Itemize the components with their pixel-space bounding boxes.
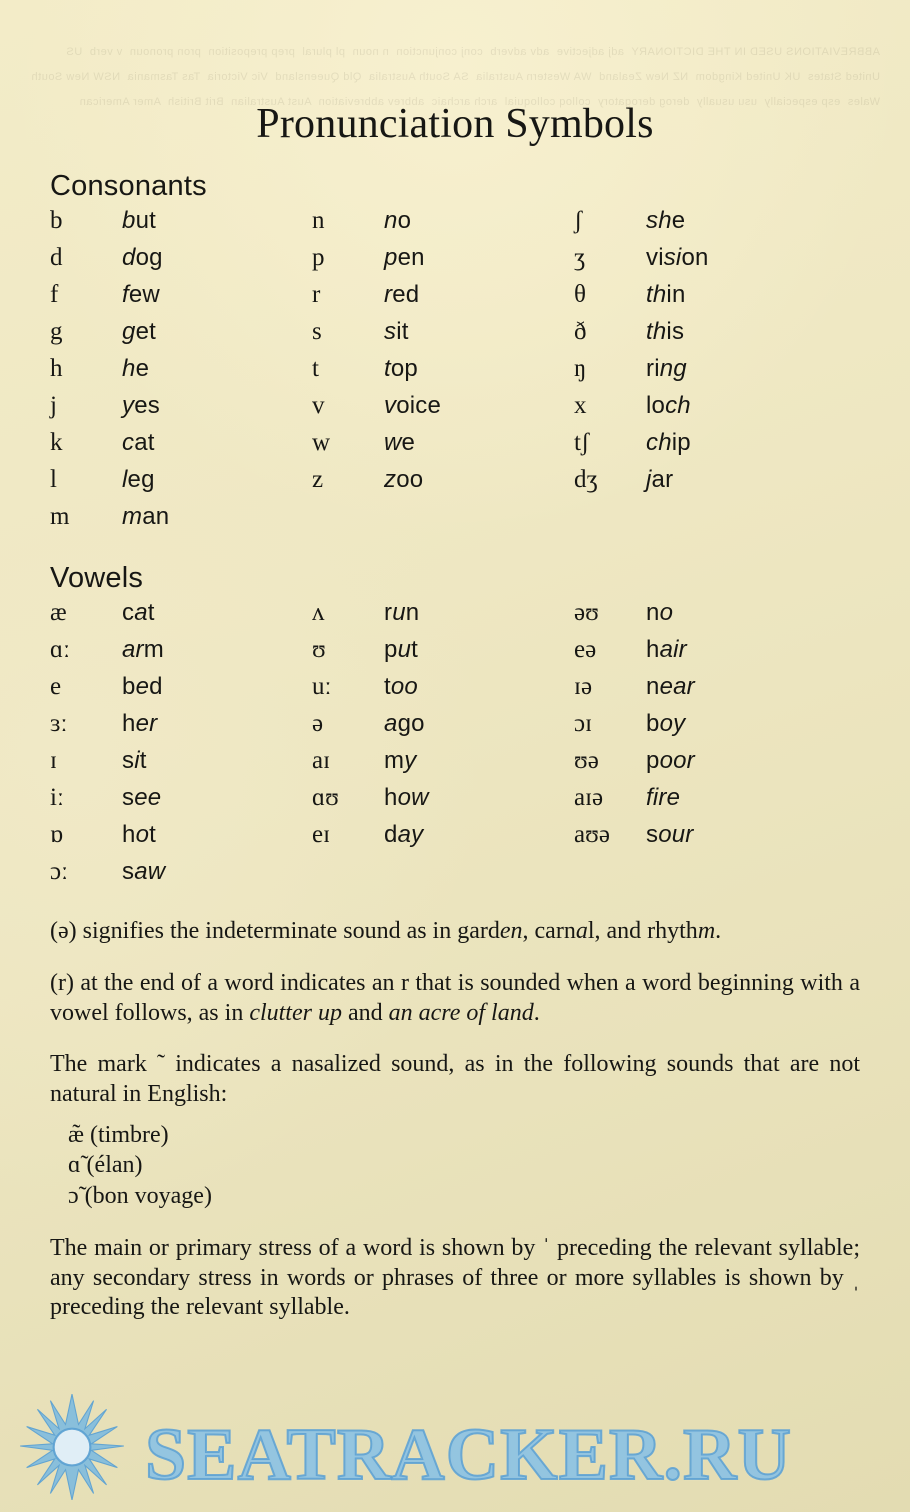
vowel-entry	[50, 858, 312, 895]
ipa-symbol: aɪə	[574, 784, 604, 811]
example-word	[646, 392, 691, 420]
word-highlight: our	[658, 821, 694, 848]
ipa-symbol: t	[312, 355, 319, 382]
example-word	[646, 821, 694, 849]
list-item: ɑ̃ (élan)	[68, 1152, 143, 1179]
example-word	[384, 318, 409, 346]
word-highlight: oo	[390, 673, 418, 700]
word-post: e	[401, 429, 416, 456]
note-r-italic1: clutter up	[249, 999, 342, 1026]
word-highlight: z	[384, 466, 397, 493]
word-post: is	[666, 318, 685, 345]
example-word	[646, 599, 673, 627]
word-pre: p	[384, 636, 398, 663]
example-word	[122, 429, 155, 457]
vowel-entry	[574, 599, 860, 636]
example-word	[646, 636, 687, 664]
word-post: t	[411, 636, 418, 663]
word-pre: n	[646, 599, 660, 626]
word-post: og	[135, 244, 163, 271]
ipa-symbol: ɒ	[50, 821, 64, 848]
word-post: in	[666, 281, 686, 308]
vowel-entry	[574, 710, 860, 747]
word-highlight: h	[122, 355, 136, 382]
word-pre: h	[646, 636, 660, 663]
consonant-entry	[574, 244, 860, 281]
ipa-symbol: ʒ	[574, 244, 586, 271]
page-title: Pronunciation Symbols	[256, 101, 654, 147]
ipa-symbol: w	[312, 429, 331, 456]
word-highlight: a	[384, 710, 398, 737]
example-word	[646, 784, 680, 812]
note-r-part3: .	[533, 999, 540, 1026]
vowel-entry	[312, 599, 574, 636]
ipa-symbol: l	[50, 466, 57, 493]
example-word	[646, 710, 685, 738]
word-highlight: ee	[134, 784, 162, 811]
word-highlight: b	[122, 207, 136, 234]
consonant-entry	[574, 429, 860, 466]
ipa-symbol: m	[50, 503, 70, 530]
word-highlight: t	[384, 355, 391, 382]
note-schwa	[50, 917, 860, 947]
word-highlight: ay	[397, 821, 424, 848]
section-heading-vowels: Vowels	[50, 562, 144, 594]
word-pre: s	[122, 784, 135, 811]
ipa-symbol: v	[312, 392, 325, 419]
note-nasal-intro: The mark ˜ indicates a nasalized sound, as in the following sounds that are not natural in English:	[50, 1051, 860, 1107]
vowel-entry	[50, 599, 312, 636]
starburst-icon	[18, 1392, 126, 1500]
consonant-entry	[312, 318, 574, 355]
word-post: t	[147, 599, 155, 626]
note-schwa-italic1: en	[499, 918, 523, 944]
word-highlight: y	[122, 392, 135, 419]
word-highlight: l	[122, 466, 128, 493]
consonant-entry	[50, 207, 312, 244]
word-highlight: aw	[134, 858, 166, 885]
empty-cell	[312, 858, 574, 895]
word-highlight: air	[659, 636, 687, 663]
word-pre: d	[384, 821, 398, 848]
note-linking-r	[50, 969, 860, 1029]
ipa-symbol: k	[50, 429, 63, 456]
word-pre: b	[646, 710, 660, 737]
vowel-entry	[312, 784, 574, 821]
word-highlight: ow	[397, 784, 429, 811]
ipa-symbol: ɪə	[574, 673, 593, 700]
consonant-entry	[574, 281, 860, 318]
example-word	[384, 599, 419, 627]
word-highlight: v	[384, 392, 397, 419]
example-word	[646, 673, 695, 701]
example-word	[384, 392, 441, 420]
vowel-entry	[312, 673, 574, 710]
word-pre: n	[646, 673, 660, 700]
word-post: es	[134, 392, 160, 419]
example-word	[122, 821, 156, 849]
ipa-symbol: z	[312, 466, 324, 493]
word-post: ew	[128, 281, 160, 308]
example-word	[122, 636, 164, 664]
word-post: t	[139, 747, 147, 774]
word-highlight: s	[384, 318, 397, 345]
example-word	[646, 466, 673, 494]
ipa-symbol: ð	[574, 318, 587, 345]
word-pre: b	[122, 673, 136, 700]
word-post: ed	[392, 281, 420, 308]
ipa-symbol: ʌ	[312, 599, 325, 626]
ipa-symbol: g	[50, 318, 63, 345]
word-post: et	[135, 318, 156, 345]
note-r-part1: (r) at the end of a word indicates an r that is sounded when a word beginning with a vowel follows, as in	[50, 969, 860, 1026]
word-highlight: oor	[659, 747, 695, 774]
word-highlight: ch	[665, 392, 691, 419]
consonant-entry	[574, 207, 860, 244]
ipa-symbol: iː	[50, 784, 64, 811]
consonant-entry	[50, 244, 312, 281]
example-word	[384, 673, 418, 701]
example-word	[384, 466, 423, 494]
ipa-symbol: əʊ	[574, 599, 599, 626]
word-post: t	[149, 821, 156, 848]
list-item: ɔ̃ (bon voyage)	[68, 1183, 212, 1210]
consonant-entry	[50, 281, 312, 318]
word-post: e	[671, 207, 686, 234]
vowel-entry	[50, 710, 312, 747]
consonant-entry	[312, 244, 574, 281]
word-pre: s	[122, 747, 135, 774]
word-highlight: i	[134, 747, 140, 774]
example-word	[384, 355, 418, 383]
vowel-entry	[50, 673, 312, 710]
ipa-symbol: ɪ	[50, 747, 57, 774]
example-word	[384, 821, 423, 849]
word-post: ar	[651, 466, 674, 493]
ipa-symbol: p	[312, 244, 325, 271]
word-highlight: j	[646, 466, 652, 493]
word-post: at	[134, 429, 155, 456]
consonant-entry	[312, 281, 574, 318]
ipa-symbol: ɔː	[50, 858, 69, 885]
vowel-entry	[50, 821, 312, 858]
ipa-symbol: ʊə	[574, 747, 599, 774]
word-highlight: w	[384, 429, 402, 456]
word-highlight: d	[122, 244, 136, 271]
example-word	[384, 636, 418, 664]
word-post: e	[135, 355, 150, 382]
word-highlight: sh	[646, 207, 672, 234]
ipa-symbol: n	[312, 207, 325, 234]
example-word	[384, 244, 425, 272]
watermark	[0, 1362, 910, 1512]
ipa-symbol: aʊə	[574, 821, 610, 848]
example-word	[646, 281, 686, 309]
word-pre: h	[122, 710, 136, 737]
word-highlight: ar	[122, 636, 144, 663]
ipa-symbol: x	[574, 392, 587, 419]
example-word	[384, 281, 419, 309]
word-highlight: ear	[659, 673, 695, 700]
word-pre: p	[646, 747, 660, 774]
example-word	[122, 784, 161, 812]
ipa-symbol: uː	[312, 673, 332, 700]
ipa-symbol: h	[50, 355, 63, 382]
word-pre: s	[122, 858, 135, 885]
example-word	[122, 207, 156, 235]
word-highlight: th	[646, 318, 667, 345]
example-word	[122, 244, 163, 272]
example-word	[122, 281, 160, 309]
example-word	[646, 429, 691, 457]
consonant-entry	[50, 355, 312, 392]
example-word	[122, 673, 163, 701]
ipa-symbol: θ	[574, 281, 586, 308]
consonant-entry	[312, 207, 574, 244]
consonant-entry	[50, 392, 312, 429]
consonant-entry	[50, 318, 312, 355]
example-word	[384, 207, 411, 235]
example-word	[122, 466, 155, 494]
word-highlight: ng	[659, 355, 687, 382]
word-pre: t	[384, 673, 391, 700]
ipa-symbol: ɜː	[50, 710, 68, 737]
ipa-symbol: ɔɪ	[574, 710, 593, 737]
word-post: go	[397, 710, 425, 737]
word-highlight: ch	[646, 429, 672, 456]
section-heading-consonants: Consonants	[50, 170, 207, 202]
list-item: æ̃ (timbre)	[68, 1121, 169, 1148]
word-pre: lo	[646, 392, 666, 419]
page-bleedthrough: ABBREVIATIONS USED IN THE DICTIONARY adj adjective adv adverb conj conjunction n noun pl plural prep preposition pron pronoun v verb US United States UK United Kingdom NZ New Zealand WA Western Australia SA South Australia Qld Queensland Vic Victoria Tas Tasmania NSW New South Wales esp especially usu usually derog derogatory colloq colloquial arch archaic abbrev abbreviation Aust Australian Brit British Amer American	[27, 46, 880, 108]
ipa-symbol: ʃ	[574, 207, 583, 234]
ipa-symbol: ɑː	[50, 636, 71, 663]
example-word	[122, 503, 169, 531]
note-schwa-italic3: m	[697, 918, 716, 944]
consonant-entry	[50, 466, 312, 503]
word-highlight: f	[122, 281, 129, 308]
word-post: ut	[135, 207, 156, 234]
vowel-entry	[574, 821, 860, 858]
vowel-entry	[312, 747, 574, 784]
vowel-entry	[50, 784, 312, 821]
word-highlight: n	[384, 207, 398, 234]
word-post: o	[397, 207, 412, 234]
word-highlight: r	[384, 281, 393, 308]
example-word	[384, 710, 425, 738]
consonant-entry	[574, 466, 860, 503]
vowel-entry	[312, 636, 574, 673]
empty-cell	[574, 858, 860, 895]
note-r-italic2: an acre of land	[388, 999, 534, 1026]
example-word	[122, 599, 155, 627]
ipa-symbol: ʊ	[312, 636, 326, 663]
ipa-symbol: f	[50, 281, 59, 308]
example-word	[384, 429, 415, 457]
empty-cell	[312, 503, 574, 540]
vowels-table	[50, 599, 860, 895]
vowel-entry	[312, 821, 574, 858]
note-stress: The main or primary stress of a word is shown by ˈ preceding the relevant syllable; any secondary stress in words or phrases of three or more syllables is shown by ˌ preceding the relevant syllable.	[50, 1234, 860, 1321]
ipa-symbol: eə	[574, 636, 597, 663]
ipa-symbol: d	[50, 244, 63, 271]
vowel-entry	[574, 636, 860, 673]
note-schwa-italic2: a	[575, 918, 588, 944]
example-word	[646, 747, 695, 775]
consonant-entry	[312, 392, 574, 429]
word-post: an	[142, 503, 170, 530]
word-post: eg	[127, 466, 155, 493]
consonant-entry	[574, 318, 860, 355]
consonant-entry	[312, 429, 574, 466]
example-word	[384, 747, 416, 775]
word-highlight: g	[122, 318, 136, 345]
word-post: on	[681, 244, 709, 271]
consonant-entry	[574, 355, 860, 392]
word-highlight: u	[392, 599, 406, 626]
example-word	[122, 710, 157, 738]
example-word	[122, 392, 160, 420]
note-r-part2: and	[341, 999, 389, 1026]
word-highlight: o	[659, 599, 674, 626]
word-post: n	[405, 599, 420, 626]
word-pre: ri	[646, 355, 660, 382]
word-post: op	[390, 355, 418, 382]
note-schwa-part3: l, and rhyth	[587, 918, 698, 944]
word-post: oice	[396, 392, 442, 419]
vowel-entry	[312, 710, 574, 747]
example-word	[384, 784, 429, 812]
word-pre: r	[384, 599, 393, 626]
empty-cell	[574, 503, 860, 540]
example-word	[646, 244, 709, 272]
word-pre: c	[122, 599, 135, 626]
vowel-entry	[574, 673, 860, 710]
word-highlight: er	[135, 710, 158, 737]
consonant-entry	[312, 355, 574, 392]
ipa-symbol: s	[312, 318, 322, 345]
vowel-entry	[50, 747, 312, 784]
word-highlight: a	[134, 599, 148, 626]
word-post: oo	[396, 466, 424, 493]
ipa-symbol: aɪ	[312, 747, 331, 774]
example-word	[122, 318, 156, 346]
ipa-symbol: j	[50, 392, 57, 419]
ipa-symbol: æ	[50, 599, 67, 626]
word-pre: s	[646, 821, 659, 848]
vowel-entry	[574, 747, 860, 784]
word-pre: h	[122, 821, 136, 848]
word-highlight: o	[135, 821, 150, 848]
note-schwa-part1: (ə) signifies the indeterminate sound as in gard	[50, 918, 500, 944]
word-pre: h	[384, 784, 398, 811]
note-schwa-part2: , carn	[522, 918, 576, 944]
nasal-examples-list	[50, 1120, 860, 1212]
vowel-entry	[574, 784, 860, 821]
word-highlight: oy	[659, 710, 686, 737]
word-highlight: e	[135, 673, 150, 700]
ipa-symbol: b	[50, 207, 63, 234]
ipa-symbol: tʃ	[574, 429, 590, 456]
word-highlight: y	[404, 747, 417, 774]
ipa-symbol: ŋ	[574, 355, 587, 382]
note-schwa-part4: .	[715, 918, 722, 944]
ipa-symbol: eɪ	[312, 821, 331, 848]
ipa-symbol: ɑʊ	[312, 784, 339, 811]
word-post: ip	[671, 429, 691, 456]
word-highlight: u	[397, 636, 412, 663]
example-word	[122, 747, 147, 775]
word-post: d	[149, 673, 163, 700]
word-highlight: m	[122, 503, 143, 530]
ipa-symbol: dʒ	[574, 466, 598, 493]
consonant-entry	[50, 503, 312, 540]
word-post: m	[143, 636, 164, 663]
word-post: it	[396, 318, 409, 345]
watermark-text: SEATRACKER.RU	[145, 1414, 792, 1496]
example-word	[122, 355, 149, 383]
example-word	[646, 318, 684, 346]
word-highlight: th	[646, 281, 667, 308]
word-highlight: si	[663, 244, 682, 271]
word-post: en	[397, 244, 425, 271]
ipa-symbol: r	[312, 281, 321, 308]
example-word	[646, 355, 687, 383]
ipa-symbol: ə	[312, 710, 324, 737]
ipa-symbol: e	[50, 673, 62, 700]
word-pre: m	[384, 747, 405, 774]
example-word	[646, 207, 685, 235]
consonants-table	[50, 207, 860, 540]
word-pre: vi	[646, 244, 664, 271]
consonant-entry	[574, 392, 860, 429]
vowel-entry	[50, 636, 312, 673]
consonant-entry	[312, 466, 574, 503]
word-highlight: p	[384, 244, 398, 271]
word-highlight: c	[122, 429, 135, 456]
consonant-entry	[50, 429, 312, 466]
word-highlight: fire	[646, 784, 681, 811]
example-word	[122, 858, 165, 886]
